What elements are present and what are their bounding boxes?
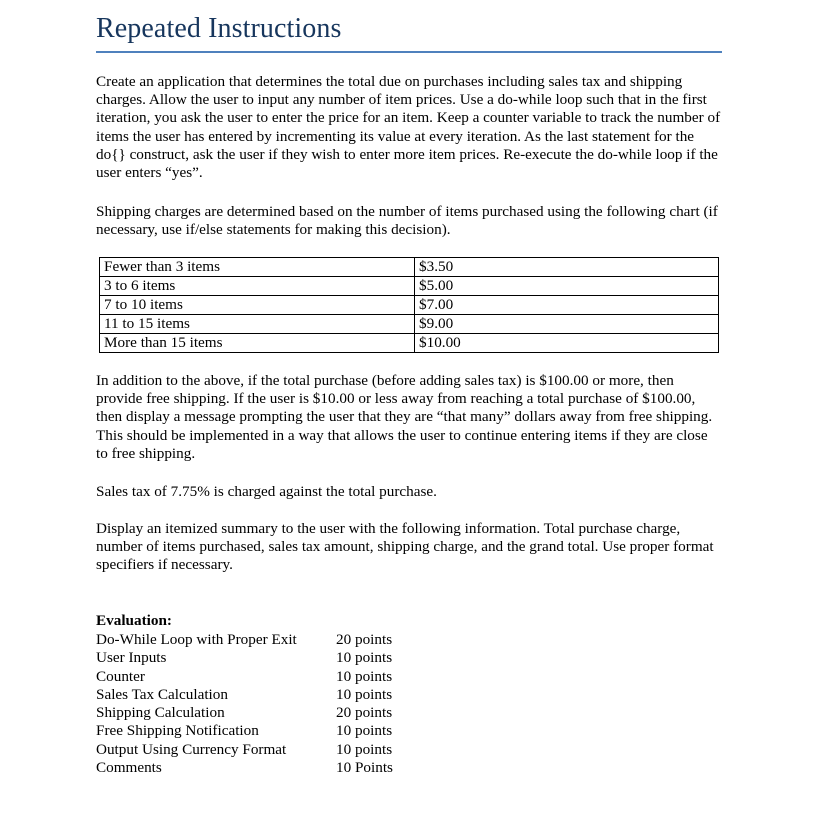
evaluation-points: 20 points (336, 704, 393, 722)
evaluation-criterion: Counter (96, 667, 145, 685)
table-cell-range: 7 to 10 items (100, 296, 415, 315)
table-cell-range: 3 to 6 items (100, 277, 415, 296)
evaluation-points: 10 points (336, 722, 393, 740)
table-cell-charge: $10.00 (415, 334, 719, 353)
table-cell-charge: $5.00 (415, 277, 719, 296)
list-item (96, 759, 416, 777)
evaluation-criterion: Output Using Currency Format (96, 740, 287, 758)
table-row (100, 296, 719, 315)
evaluation-points: 20 points (336, 631, 393, 648)
evaluation-points: 10 points (336, 740, 393, 758)
evaluation-points: 10 points (336, 685, 393, 703)
evaluation-criterion: User Inputs (96, 649, 167, 667)
table-cell-charge: $3.50 (415, 258, 719, 277)
table-row (100, 258, 719, 277)
page-title: Repeated Instructions (96, 13, 342, 44)
evaluation-criterion: Free Shipping Notification (96, 722, 259, 740)
evaluation-points: 10 points (336, 649, 393, 667)
list-item (96, 631, 416, 649)
table-cell-charge: $7.00 (415, 296, 719, 315)
table-cell-charge: $9.00 (415, 315, 719, 334)
list-item (96, 668, 416, 686)
list-item (96, 704, 416, 722)
table-row (100, 334, 719, 353)
list-item (96, 741, 416, 759)
list-item (96, 722, 416, 740)
table-cell-range: Fewer than 3 items (100, 258, 415, 277)
shipping-chart-table (99, 257, 719, 353)
evaluation-points: 10 Points (336, 759, 393, 777)
evaluation-points: 10 points (336, 667, 393, 685)
summary-paragraph: Display an itemized summary to the user with the following information. Total purchase charge, number of items purchased, sales tax amount, shipping charge, and the grand total. Use proper format specifiers if necessary. (96, 520, 714, 574)
evaluation-criterion: Do-While Loop with Proper Exit (96, 631, 297, 648)
table-cell-range: 11 to 15 items (100, 315, 415, 334)
intro-paragraph: Create an application that determines the total due on purchases including sales tax and shipping charges. Allow the user to input any number of item prices. Use a do-while loop such that in the first iteration, you ask the user to enter the price for an item. Keep a counter variable to track the number of items the user has entered by incrementing its value at every iteration. As the last statement for the do{} construct, ask the user if they wish to enter more item prices. Re-execute the do-while loop if the user enters “yes”. (96, 73, 721, 182)
shipping-paragraph: Shipping charges are determined based on the number of items purchased using the following chart (if necessary, use if/else statements for making this decision). (96, 203, 718, 239)
evaluation-criterion: Sales Tax Calculation (96, 685, 228, 703)
evaluation-heading: Evaluation: (96, 612, 172, 629)
title-underline (96, 51, 722, 53)
evaluation-criterion: Comments (96, 759, 162, 777)
free-shipping-paragraph: In addition to the above, if the total purchase (before adding sales tax) is $100.00 or more, then provide free shipping. If the user is $10.00 or less away from reaching a total purchase of $100.00, then display a message prompting the user that they are “that many” dollars away from free shipping. This should be implemented in a way that allows the user to continue entering items if they are close to free shipping. (96, 372, 713, 462)
sales-tax-paragraph: Sales tax of 7.75% is charged against the total purchase. (96, 483, 437, 500)
list-item (96, 649, 416, 667)
list-item (96, 686, 416, 704)
table-cell-range: More than 15 items (100, 334, 415, 353)
evaluation-list (96, 631, 416, 777)
table-row (100, 277, 719, 296)
evaluation-criterion: Shipping Calculation (96, 704, 225, 722)
table-row (100, 315, 719, 334)
